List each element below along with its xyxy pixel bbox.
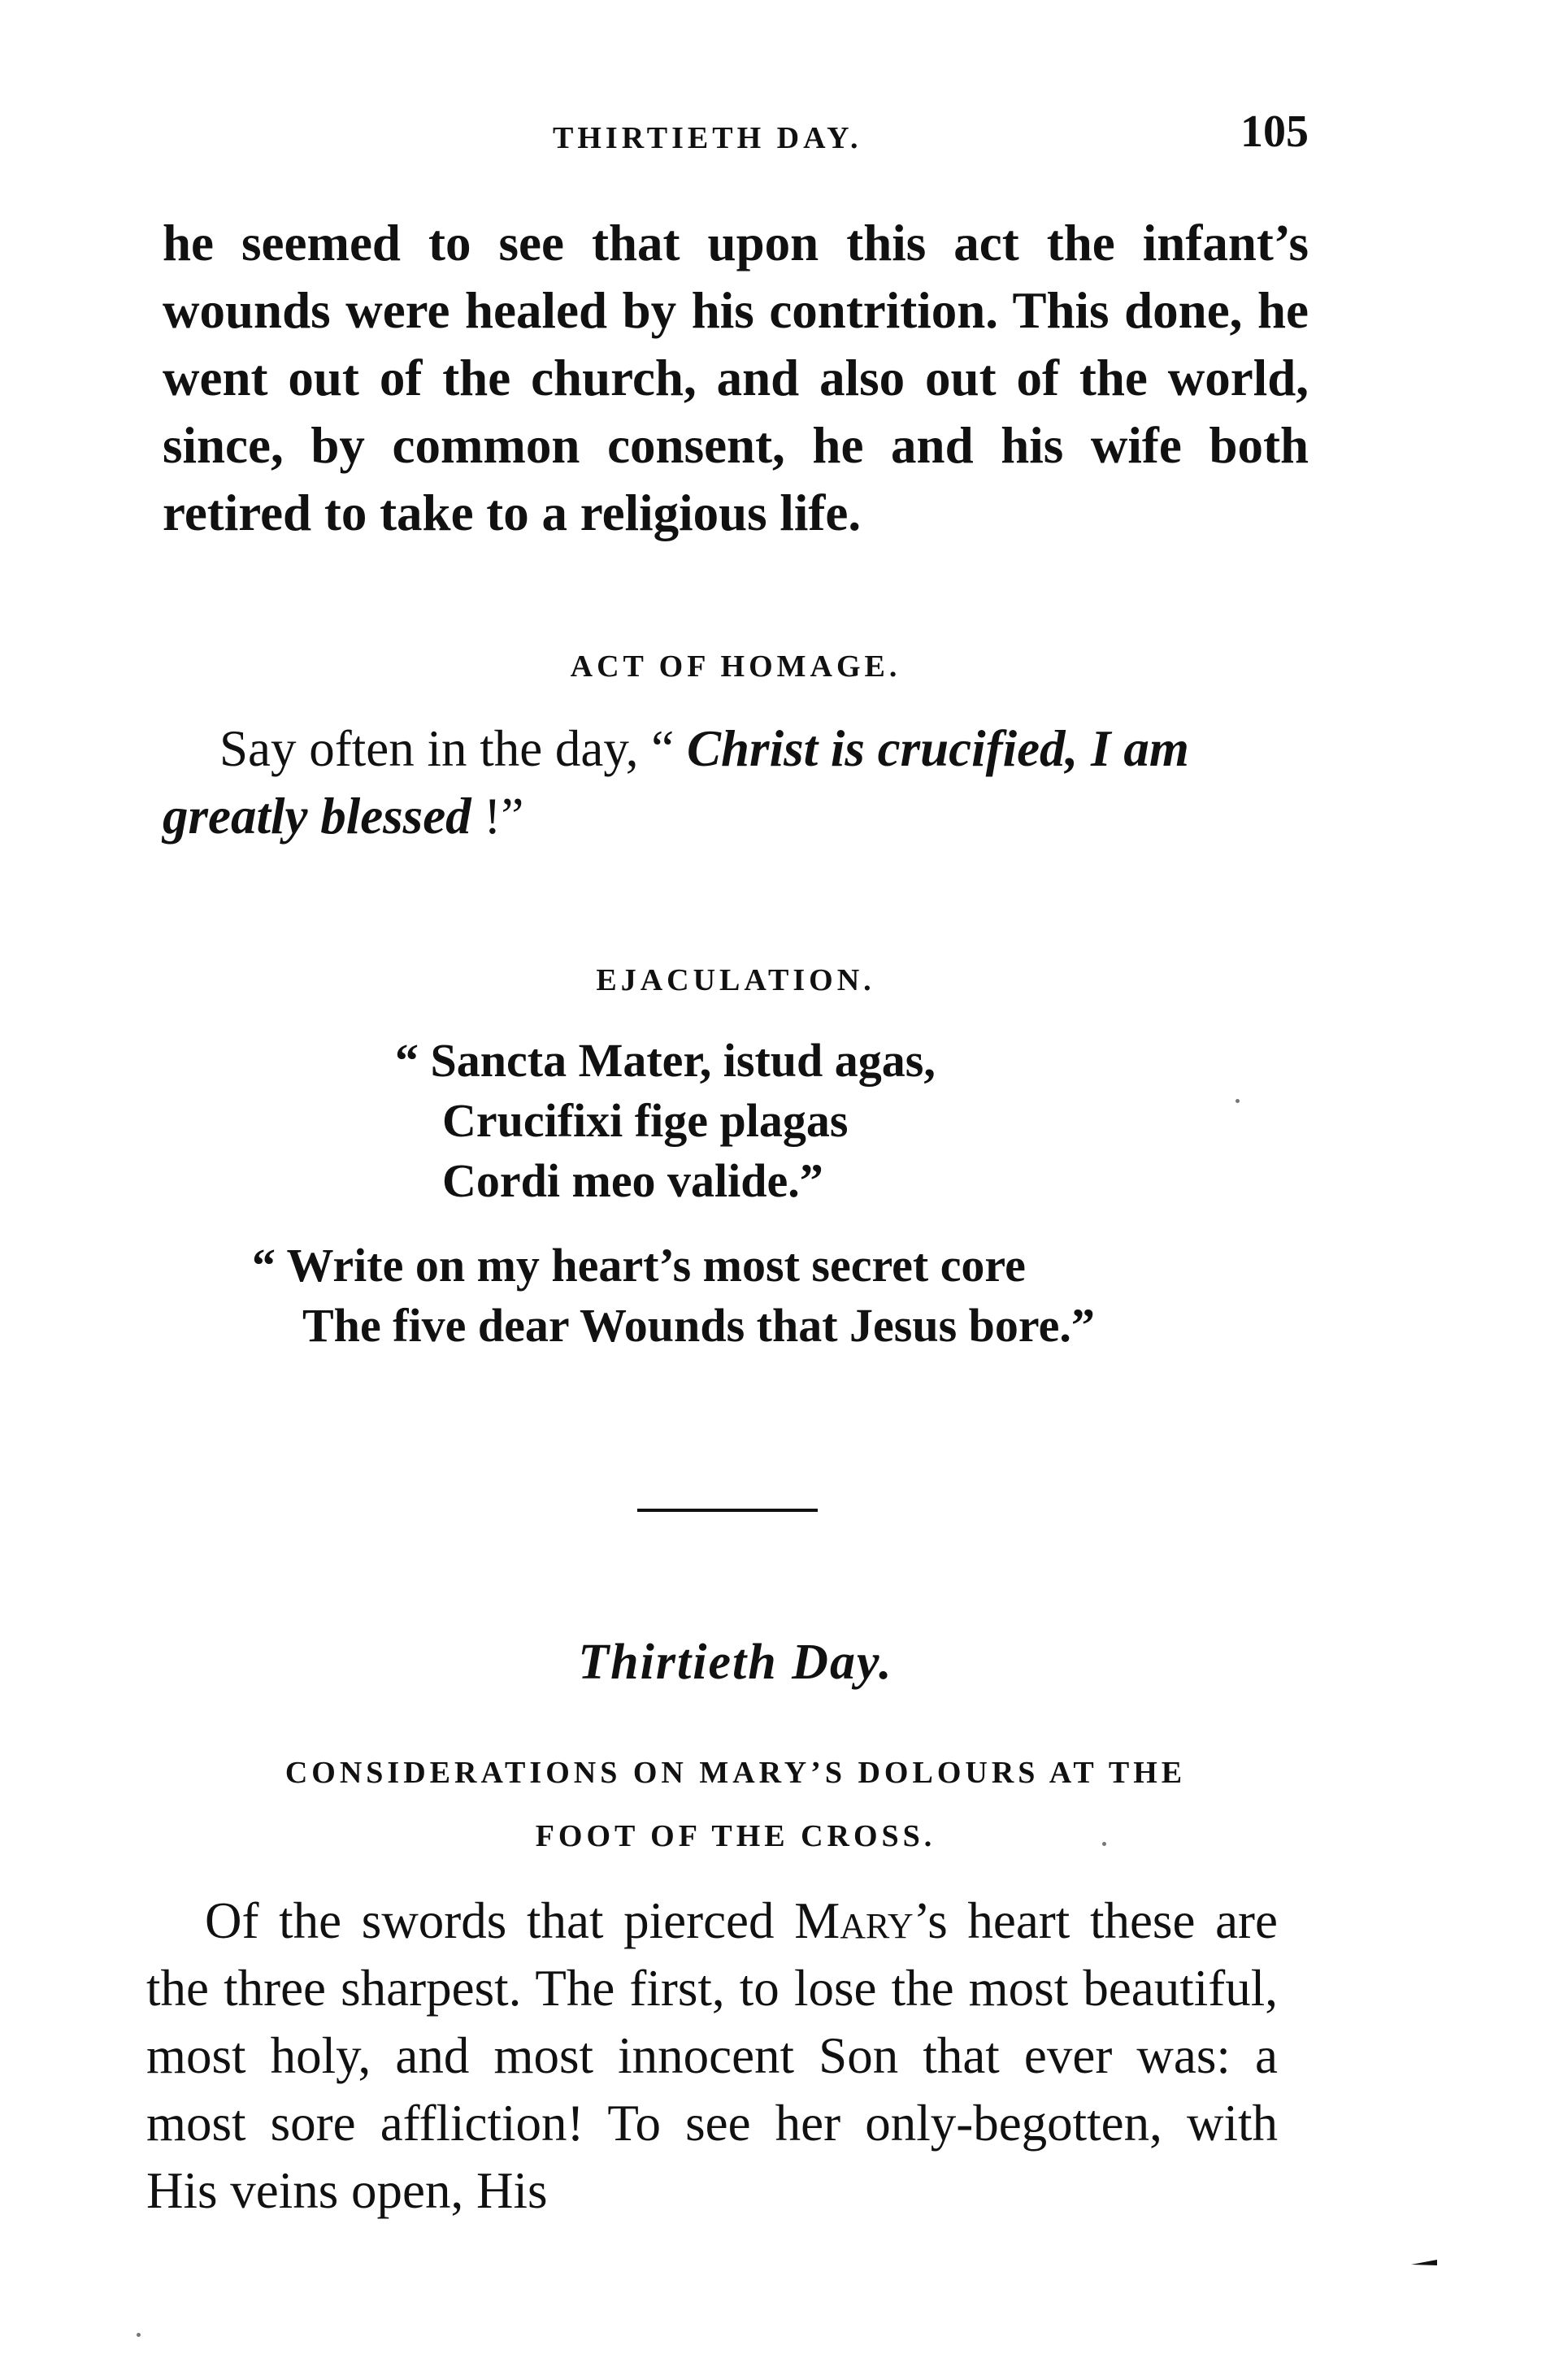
page-mark-icon — [1411, 2258, 1437, 2266]
act-of-homage-line-1 — [163, 715, 1309, 783]
act-of-homage-line-2 — [163, 783, 1309, 850]
act-of-homage-quote-2: greatly blessed — [163, 788, 471, 845]
bottom-paragraph-text — [146, 1887, 1278, 2225]
bottom-paragraph-lead: Of the swords that pierced — [205, 1892, 795, 1949]
top-paragraph — [163, 210, 1309, 547]
page-number: 105 — [1240, 106, 1309, 157]
english-verse-line: “ Write on my heart’s most secret core — [252, 1239, 1026, 1292]
english-verse-line: The five dear Wounds that Jesus bore.” — [302, 1299, 1095, 1352]
ejaculation-heading: EJACULATION. — [596, 963, 875, 997]
latin-verse-line: “ Sancta Mater, istud agas, — [395, 1034, 936, 1087]
running-head — [163, 106, 1317, 163]
act-of-homage-close: !” — [471, 788, 524, 845]
english-verse — [252, 1236, 1095, 1356]
chapter-subtitle-line-1: CONSIDERATIONS ON MARY’S DOLOURS AT THE — [284, 1756, 1187, 1790]
paper-speck — [1102, 1842, 1106, 1846]
chapter-subtitle-line-2: FOOT OF THE CROSS. — [535, 1819, 936, 1853]
latin-verse-line: Crucifixi fige plagas — [442, 1094, 849, 1147]
latin-verse — [395, 1031, 936, 1211]
act-of-homage-quote-1: Christ is crucified, I am — [687, 720, 1189, 777]
running-title: THIRTIETH DAY. — [553, 121, 862, 155]
top-paragraph-text: he seemed to see that upon this act the infant’s wounds were healed by his contrition. This done, he went out of the church, and also out of the world, since, by common consent, he and his wife both retired to take to a religious life. — [163, 215, 1309, 541]
bottom-paragraph-rest: ’s heart these are the three sharpest. The first, to lose the most beautiful, most holy, and most innocent Son that ever was: a most sore affliction! To see her only-begotten, with His veins open, His — [146, 1892, 1278, 2219]
bottom-paragraph — [146, 1887, 1278, 2225]
paper-speck — [137, 2333, 141, 2337]
latin-verse-line: Cordi meo valide.” — [442, 1154, 823, 1207]
bottom-paragraph-name: Mary — [794, 1892, 914, 1949]
chapter-title: Thirtieth Day. — [578, 1635, 893, 1690]
act-of-homage-lead: Say often in the day, “ — [219, 720, 687, 777]
act-of-homage-heading: ACT OF HOMAGE. — [570, 649, 901, 684]
paper-speck — [1235, 1099, 1240, 1103]
chapter-subtitle — [163, 1741, 1309, 1868]
act-of-homage-text — [163, 715, 1309, 850]
section-divider — [637, 1509, 818, 1512]
